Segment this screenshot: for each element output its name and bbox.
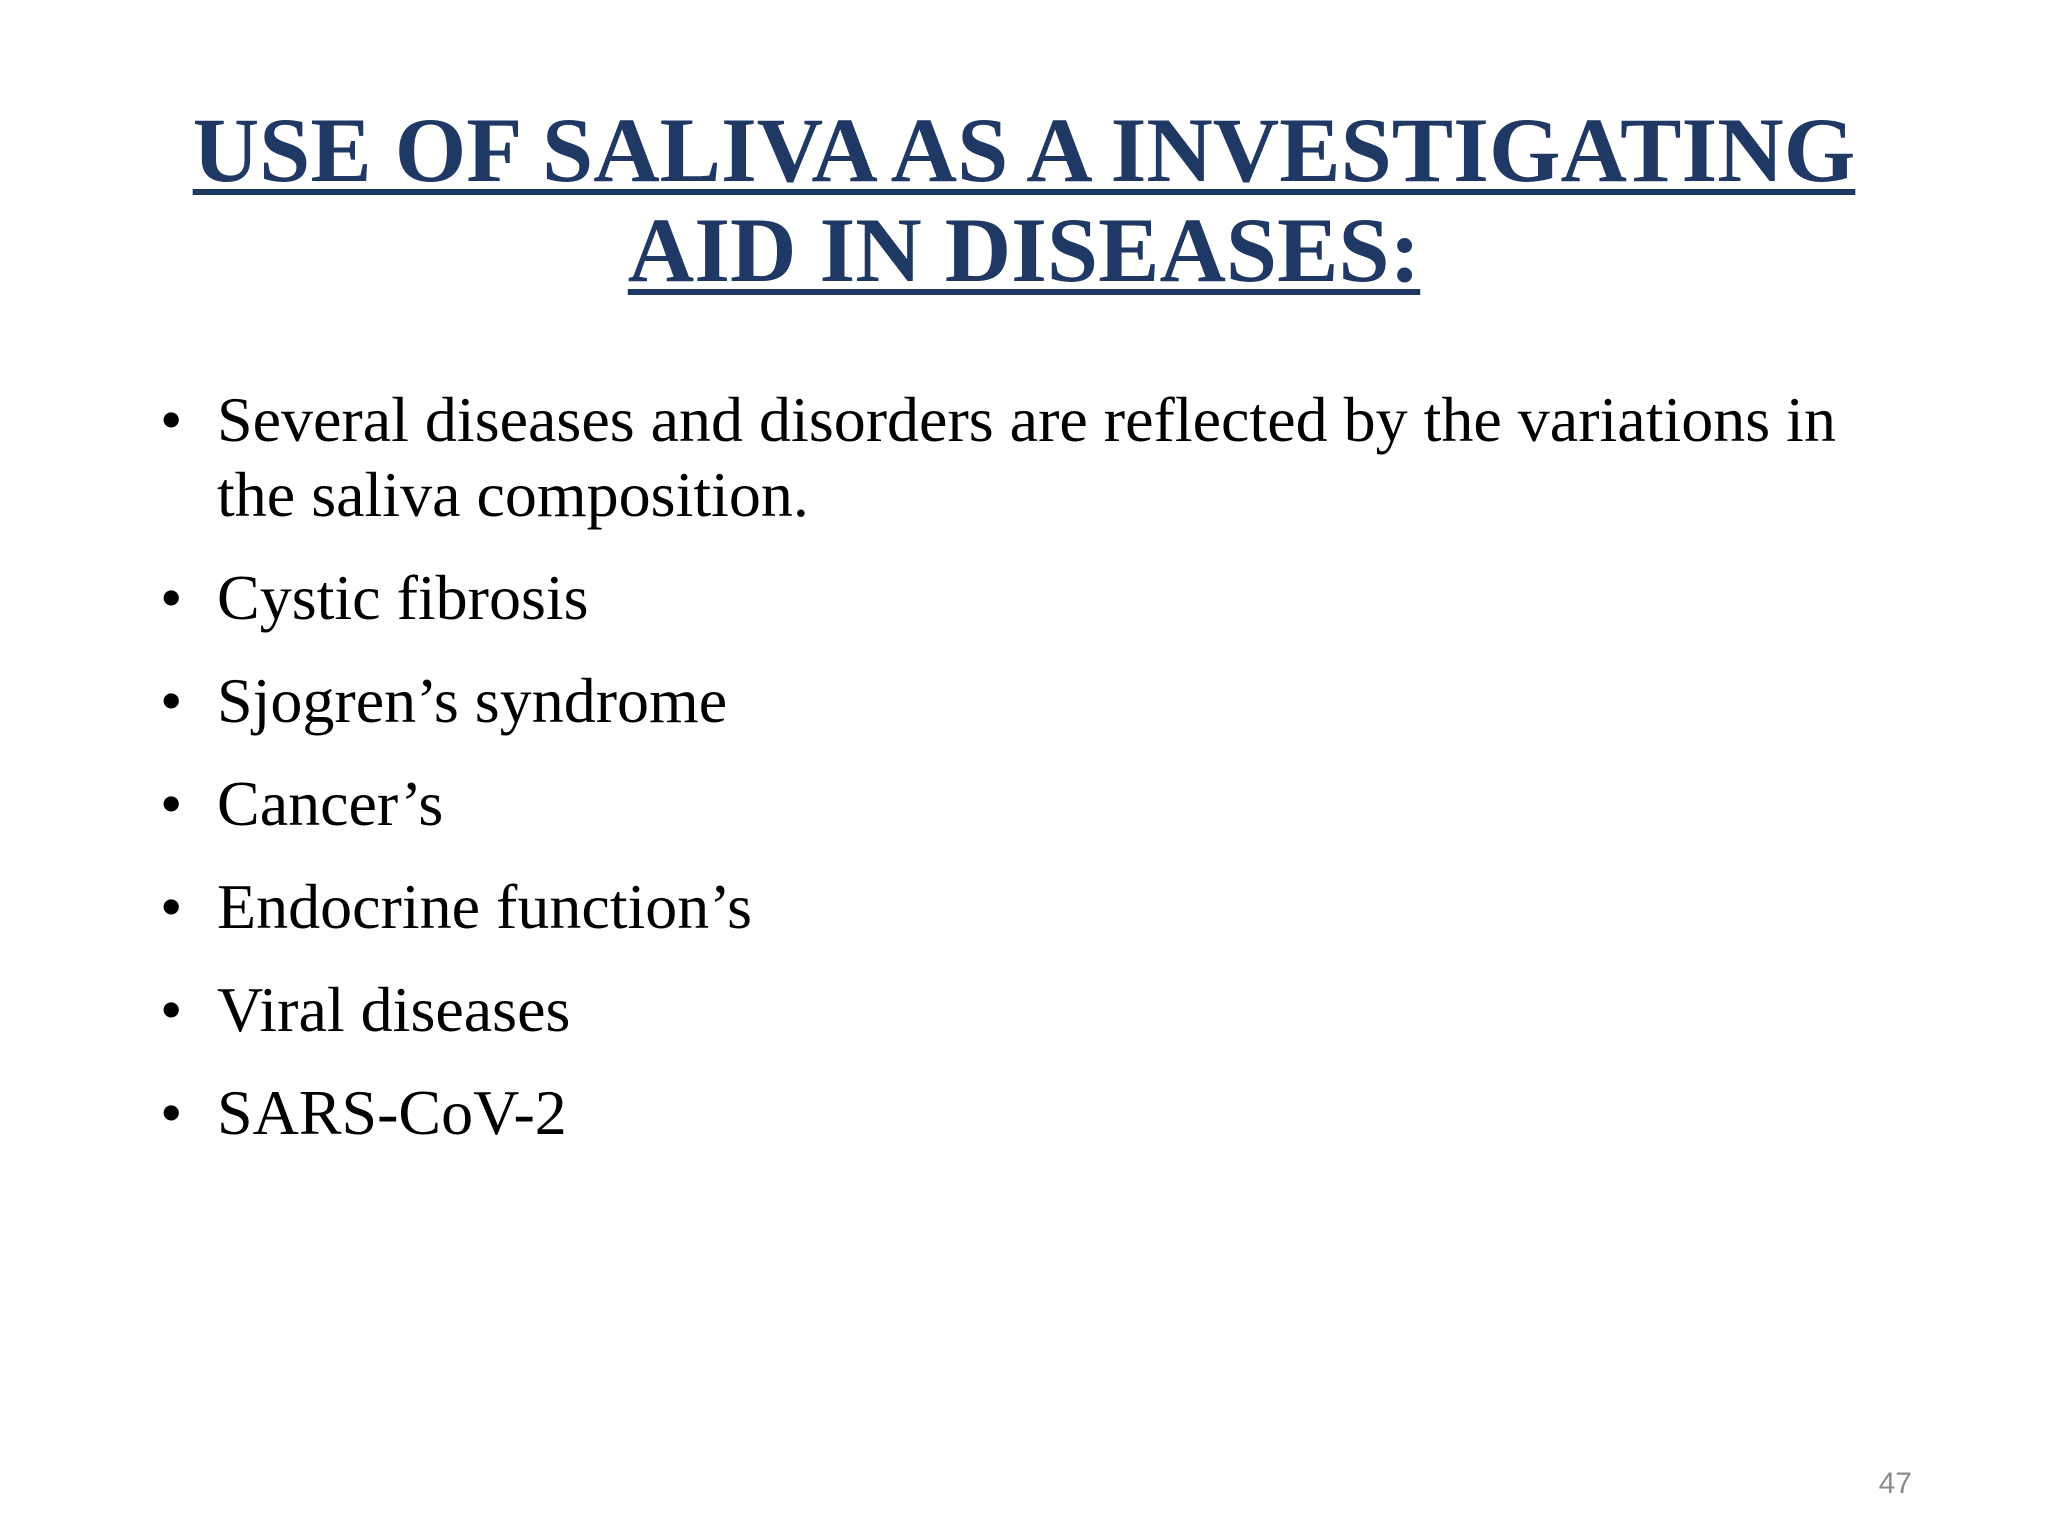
bullet-item xyxy=(160,560,1920,635)
bullet-text: Cystic fibrosis xyxy=(217,562,589,633)
bullet-text: SARS-CoV-2 xyxy=(217,1077,567,1148)
slide-title xyxy=(104,100,1944,300)
slide-title-line-2: AID IN DISEASES: xyxy=(627,199,1421,301)
bullet-icon: • xyxy=(160,974,183,1045)
bullet-icon: • xyxy=(160,768,183,839)
bullet-icon: • xyxy=(160,384,183,455)
bullet-icon: • xyxy=(160,665,183,736)
bullet-item xyxy=(160,869,1920,944)
page-number: 47 xyxy=(1878,1467,1912,1500)
bullet-icon: • xyxy=(160,562,183,633)
bullet-icon: • xyxy=(160,871,183,942)
bullet-item xyxy=(160,1075,1920,1150)
bullet-text: Several diseases and disorders are reflected by the variations in the saliva composition. xyxy=(217,384,1836,530)
slide-title-line-1: USE OF SALIVA AS A INVESTIGATING xyxy=(192,99,1856,201)
bullet-item xyxy=(160,382,1920,532)
bullet-list xyxy=(160,382,1920,1178)
bullet-item xyxy=(160,663,1920,738)
bullet-text: Viral diseases xyxy=(217,974,571,1045)
bullet-text: Endocrine function’s xyxy=(217,871,752,942)
bullet-item xyxy=(160,766,1920,841)
bullet-icon: • xyxy=(160,1077,183,1148)
bullet-text: Sjogren’s syndrome xyxy=(217,665,728,736)
bullet-text: Cancer’s xyxy=(217,768,444,839)
bullet-item xyxy=(160,972,1920,1047)
